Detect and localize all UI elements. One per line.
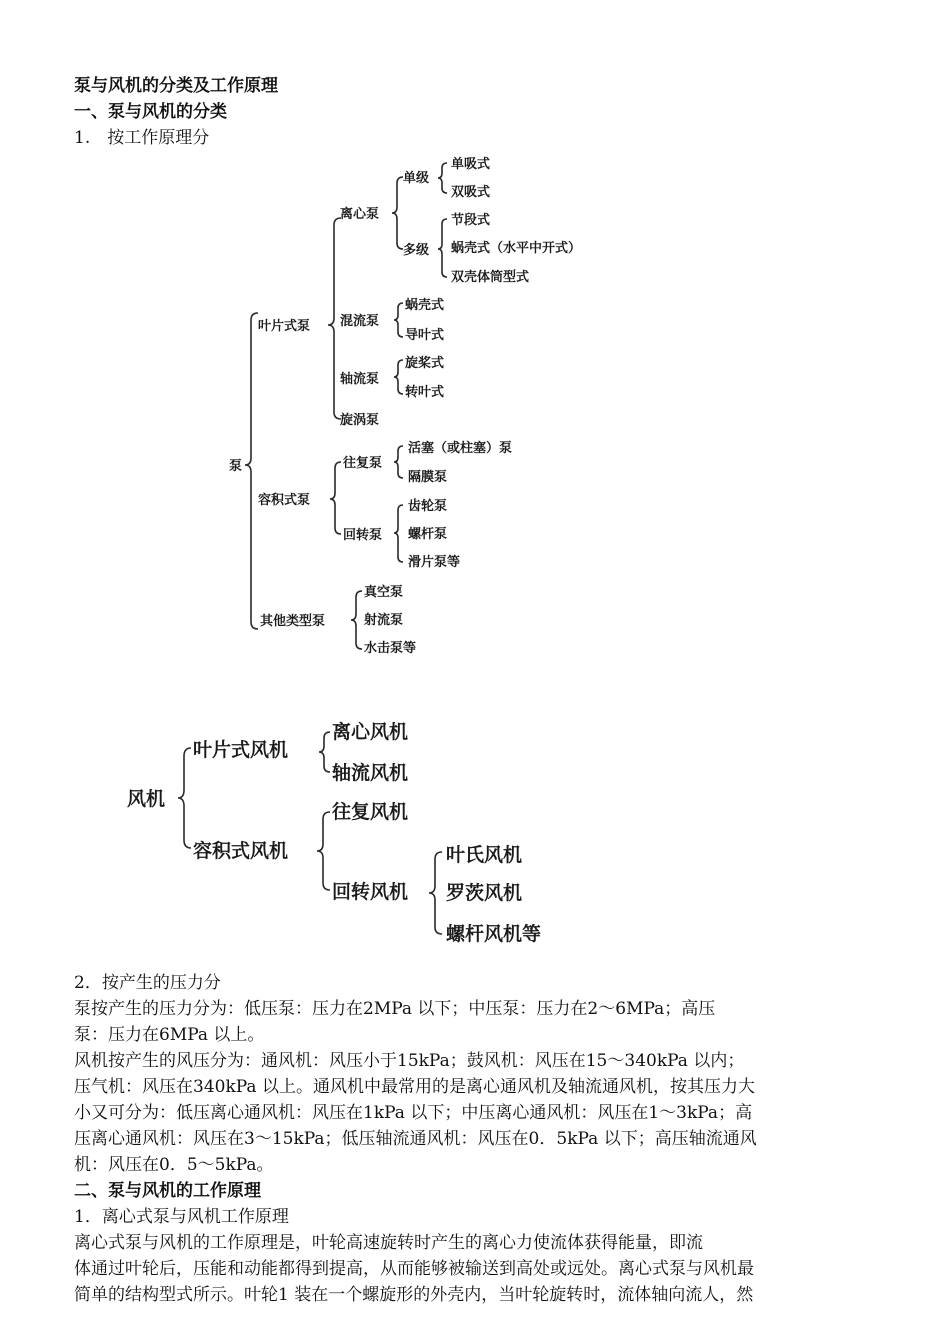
pump-positive-label: 容积式泵 (258, 493, 311, 508)
pump-reciprocating-label: 往复泵 (343, 456, 383, 471)
pump-diaphragm: 隔膜泵 (408, 470, 448, 485)
pump-piston: 活塞（或柱塞）泵 (408, 441, 513, 456)
pump-axial-rotor: 转叶式 (405, 385, 445, 400)
pump-vortex: 旋涡泵 (340, 413, 380, 428)
fan-centrifugal: 离心风机 (332, 721, 409, 743)
pump-centrifugal-label: 离心泵 (340, 207, 380, 222)
pump-single-suction: 单吸式 (451, 157, 491, 172)
pump-positive-brace (330, 462, 341, 534)
fan-vane-label: 叶片式风机 (193, 739, 289, 761)
pump-single-stage-brace (438, 163, 447, 193)
pressure-line: 泵按产生的压力分为：低压泵：压力在2MPa 以下；中压泵：压力在2～6MPa；高压 (74, 999, 716, 1019)
pump-mixed-flow-brace (394, 303, 403, 337)
pressure-line: 压气机：风压在340kPa 以上。通风机中最常用的是离心通风机及轴流通风机，按其压力大 (74, 1077, 755, 1097)
pump-multi-stage-brace (438, 219, 447, 277)
pump-vane-label: 叶片式泵 (258, 319, 311, 334)
pressure-line: 风机按产生的风压分为：通风机：风压小于15kPa；鼓风机：风压在15～340kPa 以内； (74, 1051, 745, 1071)
pump-mixed-guide: 导叶式 (405, 328, 445, 343)
pump-mixed-volute: 蜗壳式 (405, 298, 445, 313)
pump-water-hammer: 水击泵等 (364, 641, 417, 656)
fan-axial: 轴流风机 (332, 762, 409, 784)
pressure-line: 机：风压在0．5～5kPa。 (74, 1155, 274, 1175)
pump-volute-split: 蜗壳式（水平中开式） (451, 241, 582, 256)
fan-reciprocating: 往复风机 (332, 801, 409, 823)
section1-sub1: 1. 按工作原理分 (74, 128, 210, 148)
pressure-line: 压离心通风机：风压在3～15kPa；低压轴流通风机：风压在0．5kPa 以下；高压轴流通风 (74, 1129, 757, 1149)
pump-rotary-label: 回转泵 (343, 528, 383, 543)
section1-heading: 一、泵与风机的分类 (74, 102, 227, 122)
doc-title: 泵与风机的分类及工作原理 (74, 76, 278, 96)
pump-other-brace (351, 591, 362, 649)
pump-segmental: 节段式 (451, 213, 491, 228)
pump-screw: 螺杆泵 (408, 527, 448, 542)
fan-screw: 螺杆风机等 (446, 923, 542, 945)
fan-roots: 罗茨风机 (446, 882, 523, 904)
principle-line: 体通过叶轮后，压能和动能都得到提高，从而能够被输送到高处或远处。离心式泵与风机最 (74, 1259, 754, 1279)
fan-classification-diagram (0, 700, 950, 960)
pump-gear: 齿轮泵 (408, 499, 448, 514)
section1-sub2: 2．按产生的压力分 (74, 973, 221, 993)
pump-root-label: 泵 (229, 459, 243, 474)
pump-other-label: 其他类型泵 (260, 614, 326, 629)
pump-double-suction: 双吸式 (451, 185, 491, 200)
section2-sub1: 1．离心式泵与风机工作原理 (74, 1207, 289, 1227)
fan-positive-brace (317, 812, 330, 890)
fan-rotary-brace (429, 852, 442, 934)
section2-heading: 二、泵与风机的工作原理 (74, 1181, 261, 1201)
pump-sliding-vane: 滑片泵等 (408, 555, 461, 570)
principle-line: 简单的结构型式所示。叶轮1 装在一个螺旋形的外壳内，当叶轮旋转时，流体轴向流人，然 (74, 1285, 754, 1305)
pump-axial-rotary: 旋桨式 (405, 356, 445, 371)
pump-multi-stage-label: 多级 (403, 243, 430, 258)
fan-root-label: 风机 (127, 788, 166, 810)
pump-vacuum: 真空泵 (364, 585, 404, 600)
pump-double-casing: 双壳体筒型式 (451, 270, 530, 285)
pump-rotary-brace (394, 505, 403, 562)
pump-reciprocating-brace (394, 446, 403, 478)
pump-axial-brace (394, 360, 403, 394)
pump-jet: 射流泵 (364, 613, 404, 628)
fan-leaf: 叶氏风机 (446, 844, 523, 866)
pump-root-brace (245, 313, 258, 629)
principle-line: 离心式泵与风机的工作原理是，叶轮高速旋转时产生的离心力使流体获得能量，即流 (74, 1233, 703, 1253)
fan-root-brace (178, 748, 191, 848)
fan-rotary-label: 回转风机 (332, 881, 409, 903)
fan-positive-label: 容积式风机 (193, 840, 289, 862)
fan-vane-brace (319, 732, 330, 772)
pressure-line: 泵：压力在6MPa 以上。 (74, 1025, 265, 1045)
pump-single-stage-label: 单级 (403, 171, 430, 186)
pressure-line: 小又可分为：低压离心通风机：风压在1kPa 以下；中压离心通风机：风压在1～3kPa；高 (74, 1103, 753, 1123)
pump-mixed-flow-label: 混流泵 (340, 314, 380, 329)
pump-axial-label: 轴流泵 (340, 372, 380, 387)
pump-centrifugal-brace (392, 177, 403, 249)
